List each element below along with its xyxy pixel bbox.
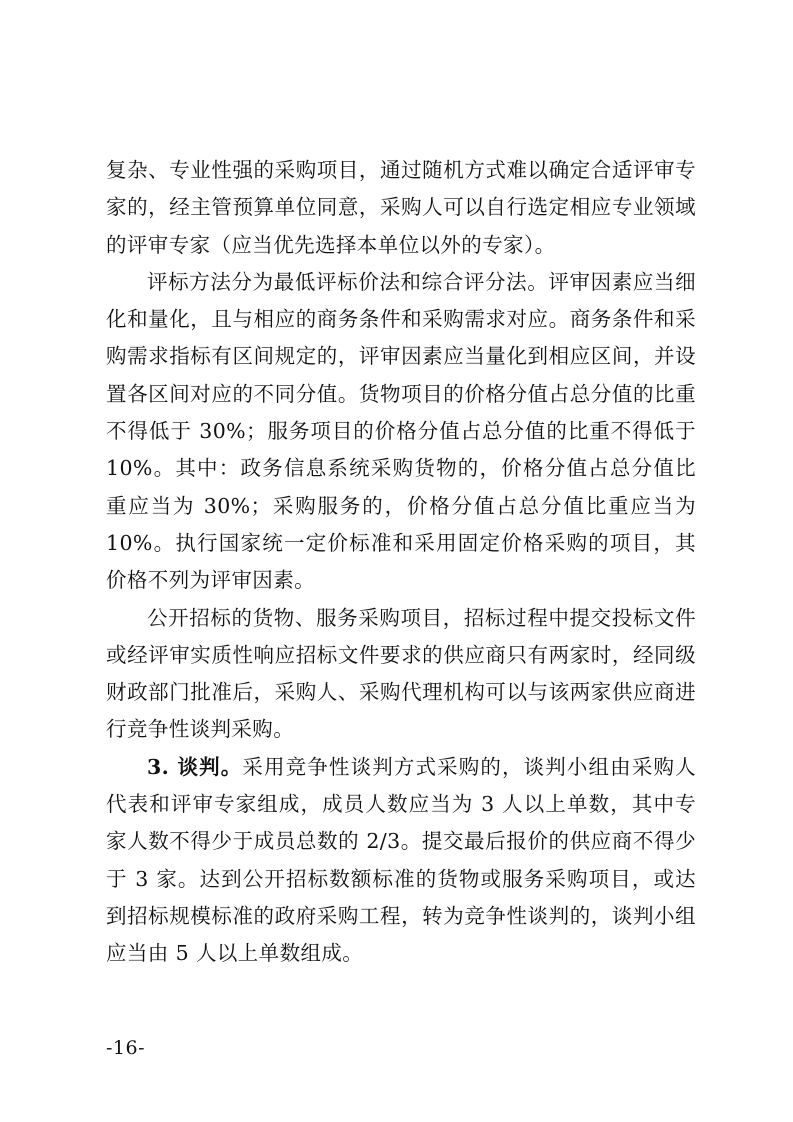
paragraph-4-lead: 3. 谈判。 bbox=[147, 754, 243, 779]
paragraph-2-text: 评标方法分为最低评标价法和综合评分法。评审因素应当细化和量化，且与相应的商务条件和采购需求对应。商务条件和采购需求指标有区间规定的，评审因素应当量化到相应区间，并设置各区间对应的不同分值。货物项目的价格分值占总分值的比重不得低于 30%；服务项目的价格分值占总分值的比重不得低于 10%。其中：政务信息系统采购货物的，价格分值占总分值比重应当为 30%；采购服务的，价格分值占总分值比重应当为 10%。执行国家统一定价标准和采用固定价格采购的项目，其价格不列为评审因素。 bbox=[106, 269, 696, 593]
paragraph-3-text: 公开招标的货物、服务采购项目，招标过程中提交投标文件或经评审实质性响应招标文件要求的供应商只有两家时，经同级财政部门批准后，采购人、采购代理机构可以与该两家供应商进行竞争性谈判采购。 bbox=[106, 605, 696, 742]
page-number: -16- bbox=[106, 1037, 146, 1059]
paragraph-1 bbox=[106, 152, 696, 264]
paragraph-1-text: 复杂、专业性强的采购项目，通过随机方式难以确定合适评审专家的，经主管预算单位同意，采购人可以自行选定相应专业领域的评审专家（应当优先选择本单位以外的专家）。 bbox=[106, 158, 696, 257]
paragraph-2 bbox=[106, 264, 696, 600]
paragraph-4-text: 采用竞争性谈判方式采购的，谈判小组由采购人代表和评审专家组成，成员人数应当为 3 人以上单数，其中专家人数不得少于成员总数的 2/3。提交最后报价的供应商不得少于 3 家。达到公开招标数额标准的货物或服务采购项目，或达到招标规模标准的政府采购工程，转为竞争性谈判的，谈判小组应当由 5 人以上单数组成。 bbox=[106, 754, 696, 966]
paragraph-3 bbox=[106, 600, 696, 749]
body-text bbox=[106, 152, 696, 973]
paragraph-4 bbox=[106, 749, 696, 973]
